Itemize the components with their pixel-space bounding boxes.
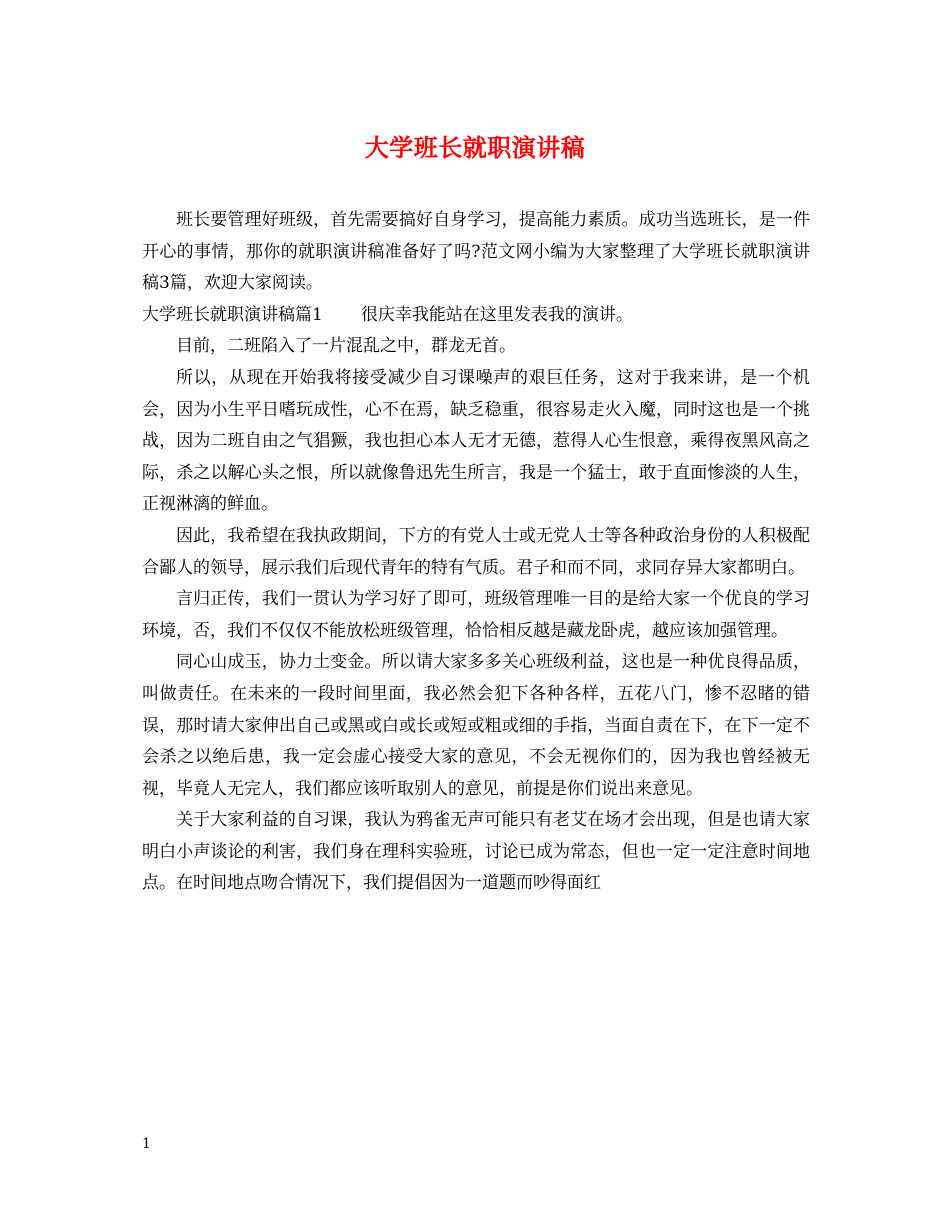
document-title: 大学班长就职演讲稿 <box>364 133 586 162</box>
body-paragraph: 所以，从现在开始我将接受减少自习课噪声的艰巨任务，这对于我来讲，是一个机会，因为小生平日嗜玩成性，心不在焉，缺乏稳重，很容易走火入魔，同时这也是一个挑战，因为二班自由之气猖獗，我也担心本人无才无德，惹得人心生恨意，乘得夜黑风高之际，杀之以解心头之恨，所以就像鲁迅先生所言，我是一个猛士，敢于直面惨淡的人生，正视淋漓的鲜血。 <box>142 367 810 515</box>
body-paragraph: 因此，我希望在我执政期间，下方的有党人士或无党人士等各种政治身份的人积极配合鄙人的领导，展示我们后现代青年的特有气质。君子和而不同，求同存异大家都明白。 <box>142 525 810 578</box>
section-heading: 大学班长就职演讲稿篇1 <box>142 304 323 325</box>
section-first-sentence: 很庆幸我能站在这里发表我的演讲。 <box>360 304 633 325</box>
body-paragraph: 同心山成玉，协力土变金。所以请大家多多关心班级利益，这也是一种优良得品质，叫做责任。在未来的一段时间里面，我必然会犯下各种各样，五花八门，惨不忍睹的错误，那时请大家伸出自己或黑或白或长或短或粗或细的手指，当面自责在下，在下一定不会杀之以绝后患，我一定会虚心接受大家的意见，不会无视你们的，因为我也曾经被无视，毕竟人无完人，我们都应该听取别人的意见，前提是你们说出来意见。 <box>142 652 810 799</box>
page-number: 1 <box>142 1136 151 1152</box>
section-heading-line <box>142 300 810 332</box>
intro-paragraph: 班长要管理好班级，首先需要搞好自身学习，提高能力素质。成功当选班长，是一件开心的事情，那你的就职演讲稿准备好了吗?范文网小编为大家整理了大学班长就职演讲稿3篇，欢迎大家阅读。 <box>142 210 810 294</box>
body-paragraph: 目前，二班陷入了一片混乱之中，群龙无首。 <box>176 336 516 357</box>
body-paragraph: 关于大家利益的自习课，我认为鸦雀无声可能只有老艾在场才会出现，但是也请大家明白小声谈论的利害，我们身在理科实验班，讨论已成为常态，但也一定一定注意时间地点。在时间地点吻合情况下，我们提倡因为一道题而吵得面红 <box>142 810 810 894</box>
document-body <box>142 205 810 900</box>
body-paragraph: 言归正传，我们一贯认为学习好了即可，班级管理唯一目的是给大家一个优良的学习环境，否，我们不仅仅不能放松班级管理，恰恰相反越是藏龙卧虎，越应该加强管理。 <box>142 589 810 641</box>
